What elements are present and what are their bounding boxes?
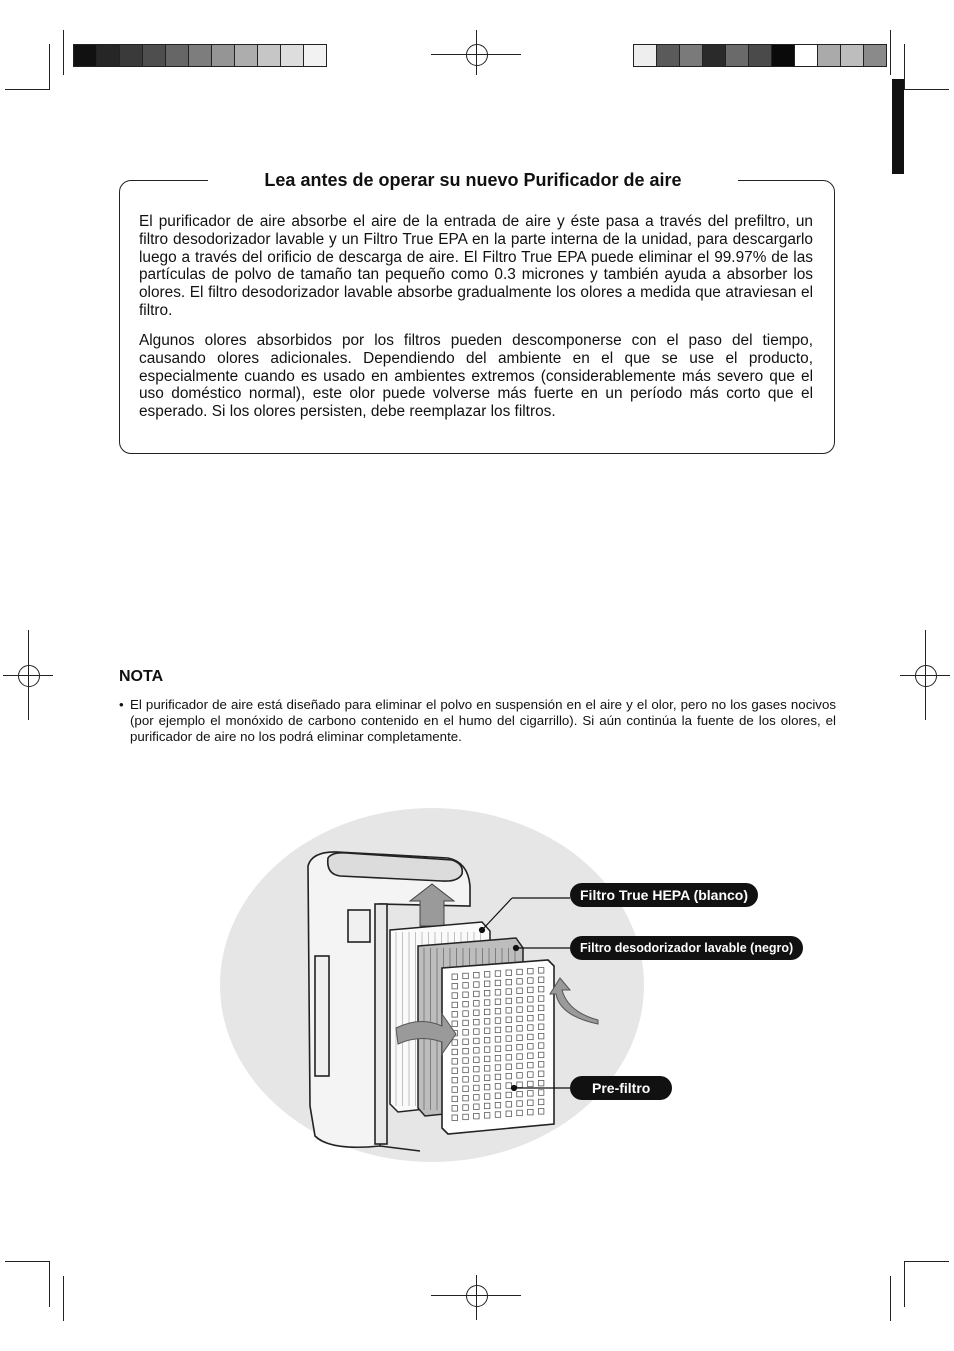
- label-hepa-filter: Filtro True HEPA (blanco): [570, 883, 758, 907]
- color-swatch: [680, 45, 703, 66]
- pre-filter-hole: [474, 1095, 480, 1101]
- crop-mark: [904, 1261, 905, 1307]
- pre-filter-hole: [495, 971, 501, 977]
- pre-filter-hole: [517, 1044, 523, 1050]
- pre-filter-hole: [538, 1109, 544, 1115]
- registration-mark-top: [466, 44, 488, 66]
- pre-filter-hole: [452, 1106, 458, 1112]
- crop-mark: [904, 89, 949, 90]
- pre-filter-hole: [506, 979, 512, 985]
- pre-filter-hole: [528, 978, 534, 984]
- pre-filter-hole: [538, 968, 544, 974]
- pre-filter-hole: [506, 1045, 512, 1051]
- pre-filter-hole: [474, 1029, 480, 1035]
- pre-filter-hole: [463, 1067, 469, 1073]
- color-swatch: [634, 45, 657, 66]
- color-swatch: [166, 45, 189, 66]
- pre-filter-hole: [538, 977, 544, 983]
- crop-mark: [49, 44, 50, 90]
- pre-filter-hole: [517, 997, 523, 1003]
- notice-paragraph-2: Algunos olores absorbidos por los filtros pueden descomponerse con el paso del tiempo, causando olores adicionales. Dependiendo del ambiente en el que se use el producto, especialmente cuando es usado en ambientes extremos (considerablemente más severo que el uso doméstico normal), este olor puede volverse más fuerte en un período más corto que el esperado. Si los olores persisten, debe reemplazar los filtros.: [139, 332, 813, 421]
- pre-filter-hole: [528, 1081, 534, 1087]
- pre-filter-hole: [463, 1077, 469, 1083]
- pre-filter-hole: [484, 1019, 490, 1025]
- pre-filter-hole: [484, 1009, 490, 1015]
- pre-filter-hole: [484, 981, 490, 987]
- pre-filter-hole: [484, 990, 490, 996]
- color-swatch: [304, 45, 326, 66]
- crop-mark: [5, 1261, 50, 1262]
- pre-filter-hole: [474, 991, 480, 997]
- pre-filter-hole: [517, 1016, 523, 1022]
- pre-filter-hole: [474, 1057, 480, 1063]
- crop-mark: [5, 89, 50, 90]
- pre-filter-hole: [517, 979, 523, 985]
- pre-filter-hole: [452, 1002, 458, 1008]
- pre-filter-hole: [517, 1101, 523, 1107]
- bullet: •: [119, 697, 124, 712]
- pre-filter-hole: [474, 1001, 480, 1007]
- pre-filter-hole: [506, 1111, 512, 1117]
- crop-mark: [890, 30, 891, 75]
- pre-filter-hole: [506, 989, 512, 995]
- pre-filter-hole: [528, 1091, 534, 1097]
- pre-filter-hole: [538, 1080, 544, 1086]
- pre-filter-hole: [452, 1012, 458, 1018]
- pre-filter-hole: [538, 1024, 544, 1030]
- pre-filter-hole: [452, 1049, 458, 1055]
- pre-filter-hole: [463, 1039, 469, 1045]
- pre-filter-hole: [474, 972, 480, 978]
- registration-mark-bottom: [466, 1285, 488, 1307]
- pre-filter-hole: [484, 1113, 490, 1119]
- pre-filter-hole: [528, 1109, 534, 1115]
- pre-filter-hole: [538, 1015, 544, 1021]
- label-deodorizer-filter: Filtro desodorizador lavable (negro): [570, 936, 803, 960]
- color-swatch: [235, 45, 258, 66]
- pre-filter-hole: [495, 980, 501, 986]
- pre-filter-hole: [452, 1115, 458, 1121]
- pre-filter-hole: [452, 1068, 458, 1074]
- pre-filter-hole: [474, 1048, 480, 1054]
- crop-mark: [63, 1276, 64, 1321]
- pre-filter-hole: [484, 1084, 490, 1090]
- pre-filter-hole: [474, 1038, 480, 1044]
- pre-filter-hole: [528, 1053, 534, 1059]
- color-swatch: [749, 45, 772, 66]
- color-swatch: [281, 45, 304, 66]
- pre-filter-hole: [463, 1114, 469, 1120]
- pre-filter-hole: [528, 1100, 534, 1106]
- pre-filter-hole: [484, 1066, 490, 1072]
- pre-filter-hole: [528, 1006, 534, 1012]
- pre-filter-hole: [463, 1030, 469, 1036]
- color-swatch: [726, 45, 749, 66]
- pre-filter-hole: [528, 1062, 534, 1068]
- color-swatch: [258, 45, 281, 66]
- pre-filter-hole: [495, 990, 501, 996]
- pre-filter-hole: [517, 1063, 523, 1069]
- color-swatch: [74, 45, 97, 66]
- notice-title: Lea antes de operar su nuevo Purificador de aire: [264, 170, 682, 190]
- color-swatch: [212, 45, 235, 66]
- pre-filter-hole: [474, 1010, 480, 1016]
- pre-filter-hole: [495, 1037, 501, 1043]
- pre-filter-hole: [506, 1064, 512, 1070]
- color-swatch: [143, 45, 166, 66]
- pre-filter-hole: [463, 992, 469, 998]
- pre-filter-hole: [517, 988, 523, 994]
- pre-filter-hole: [528, 1034, 534, 1040]
- language-tab: [892, 79, 904, 174]
- crop-mark: [904, 44, 905, 90]
- pre-filter-hole: [538, 1099, 544, 1105]
- pre-filter-hole: [463, 973, 469, 979]
- pre-filter-hole: [528, 997, 534, 1003]
- pre-filter-hole: [495, 1112, 501, 1118]
- pre-filter-hole: [506, 1017, 512, 1023]
- pre-filter-hole: [538, 1052, 544, 1058]
- pre-filter-hole: [495, 1102, 501, 1108]
- pre-filter-hole: [484, 1056, 490, 1062]
- registration-mark-bottom: [476, 1275, 477, 1320]
- pre-filter-hole: [452, 1077, 458, 1083]
- pre-filter-hole: [484, 1037, 490, 1043]
- pre-filter-hole: [463, 1095, 469, 1101]
- notice-paragraph-1: El purificador de aire absorbe el aire de la entrada de aire y éste pasa a través del prefiltro, un filtro desodorizador lavable y un Filtro True EPA en la parte interna de la unidad, para descargarlo luego a través del orificio de descarga de aire. El Filtro True EPA puede eliminar el 99.97% de las partículas de polvo de tamaño tan pequeño como 0.3 micrones y también ayuda a absorber los olores. El filtro desodorizador lavable absorbe gradualmente los olores a medida que atraviesan el filtro.: [139, 213, 813, 319]
- pre-filter-hole: [506, 1055, 512, 1061]
- pre-filter-hole: [452, 1059, 458, 1065]
- color-swatch: [818, 45, 841, 66]
- pre-filter-hole: [538, 1090, 544, 1096]
- pre-filter-hole: [506, 1092, 512, 1098]
- pre-filter-hole: [484, 1075, 490, 1081]
- color-swatch: [841, 45, 864, 66]
- pre-filter-hole: [506, 1073, 512, 1079]
- pre-filter-hole: [474, 1076, 480, 1082]
- pre-filter-hole: [528, 1025, 534, 1031]
- pre-filter-hole: [506, 1102, 512, 1108]
- pre-filter-hole: [528, 987, 534, 993]
- pre-filter-hole: [538, 986, 544, 992]
- pre-filter-hole: [495, 999, 501, 1005]
- pre-filter-hole: [463, 1058, 469, 1064]
- pre-filter-hole: [538, 1071, 544, 1077]
- pre-filter-hole: [484, 972, 490, 978]
- registration-mark-right: [915, 665, 937, 687]
- pre-filter-hole: [517, 969, 523, 975]
- pre-filter-hole: [528, 1015, 534, 1021]
- filter-illustration: [220, 806, 820, 1166]
- pre-filter-hole: [495, 1084, 501, 1090]
- pre-filter-hole: [474, 1019, 480, 1025]
- color-swatch: [795, 45, 818, 66]
- nota-list: [119, 697, 836, 745]
- nota-title: NOTA: [119, 668, 164, 685]
- color-swatch: [864, 45, 886, 66]
- pre-filter-hole: [474, 1104, 480, 1110]
- pre-filter-hole: [517, 1026, 523, 1032]
- crop-mark: [890, 1276, 891, 1321]
- pre-filter-hole: [484, 1103, 490, 1109]
- pre-filter-hole: [528, 968, 534, 974]
- pre-filter-hole: [463, 983, 469, 989]
- pre-filter-hole: [484, 1094, 490, 1100]
- pre-filter-hole: [452, 1021, 458, 1027]
- crop-mark: [904, 1261, 949, 1262]
- pre-filter-hole: [452, 974, 458, 980]
- pre-filter-hole: [506, 998, 512, 1004]
- pre-filter-hole: [463, 1048, 469, 1054]
- pre-filter-hole: [495, 1093, 501, 1099]
- pre-filter-hole: [506, 970, 512, 976]
- pre-filter-hole: [495, 1074, 501, 1080]
- purifier-drawing: [220, 806, 820, 1166]
- pre-filter-hole: [506, 1083, 512, 1089]
- pre-filter-hole: [495, 1027, 501, 1033]
- crop-mark: [63, 30, 64, 75]
- pre-filter-hole: [452, 1096, 458, 1102]
- pre-filter-hole: [452, 1087, 458, 1093]
- pre-filter-hole: [538, 1033, 544, 1039]
- pre-filter-hole: [538, 1043, 544, 1049]
- pre-filter-hole: [517, 1091, 523, 1097]
- nota-item-text: El purificador de aire está diseñado para eliminar el polvo en suspensión en el aire y el olor, pero no los gases nocivos (por ejemplo el monóxido de carbono contenido en el humo del cigarrillo). Si aún continúa la fuente de los olores, el purificador de aire no los podrá eliminar completamente.: [130, 697, 836, 744]
- color-swatch: [703, 45, 726, 66]
- pre-filter-hole: [528, 1072, 534, 1078]
- pre-filter-hole: [538, 1005, 544, 1011]
- crop-mark: [49, 1261, 50, 1307]
- color-swatch: [657, 45, 680, 66]
- color-bar-left: [73, 44, 327, 67]
- pre-filter-hole: [463, 1086, 469, 1092]
- pre-filter-hole: [517, 1007, 523, 1013]
- registration-mark-left: [28, 630, 29, 720]
- pre-filter-hole: [452, 983, 458, 989]
- pre-filter-hole: [452, 993, 458, 999]
- pre-filter-hole: [484, 1028, 490, 1034]
- list-item: [119, 697, 836, 745]
- pre-filter-hole: [463, 1001, 469, 1007]
- registration-mark-right: [925, 630, 926, 720]
- pre-filter-hole: [528, 1044, 534, 1050]
- registration-mark-top: [476, 30, 477, 75]
- pre-filter-hole: [517, 1035, 523, 1041]
- pre-filter-hole: [484, 1000, 490, 1006]
- pre-filter-hole: [474, 1113, 480, 1119]
- pre-filter-hole: [463, 1020, 469, 1025]
- pre-filter-hole: [506, 1026, 512, 1032]
- pre-filter-hole: [538, 996, 544, 1002]
- color-swatch: [189, 45, 212, 66]
- color-swatch: [120, 45, 143, 66]
- color-bar-right: [633, 44, 887, 67]
- color-swatch: [97, 45, 120, 66]
- registration-mark-left: [18, 665, 40, 687]
- pre-filter-hole: [474, 982, 480, 988]
- pre-filter-hole: [495, 1055, 501, 1061]
- pre-filter-hole: [463, 1011, 469, 1017]
- notice-title-wrap: [208, 166, 738, 194]
- pre-filter-hole: [452, 1040, 458, 1046]
- pre-filter-hole: [495, 1046, 501, 1052]
- color-swatch: [772, 45, 795, 66]
- pre-filter-hole: [538, 1062, 544, 1068]
- pre-filter-hole: [517, 1110, 523, 1116]
- pre-filter-hole: [495, 1008, 501, 1014]
- pre-filter-hole: [463, 1105, 469, 1111]
- pre-filter-hole: [495, 1018, 501, 1024]
- pre-filter-hole: [506, 1036, 512, 1042]
- pre-filter-hole: [474, 1085, 480, 1091]
- pre-filter-hole: [506, 1008, 512, 1014]
- pre-filter-hole: [517, 1082, 523, 1088]
- label-pre-filter: Pre-filtro: [570, 1076, 672, 1100]
- pre-filter-hole: [517, 1073, 523, 1079]
- pre-filter-hole: [495, 1065, 501, 1071]
- pre-filter-hole: [474, 1066, 480, 1072]
- pre-filter-hole: [484, 1047, 490, 1053]
- pre-filter-hole: [517, 1054, 523, 1060]
